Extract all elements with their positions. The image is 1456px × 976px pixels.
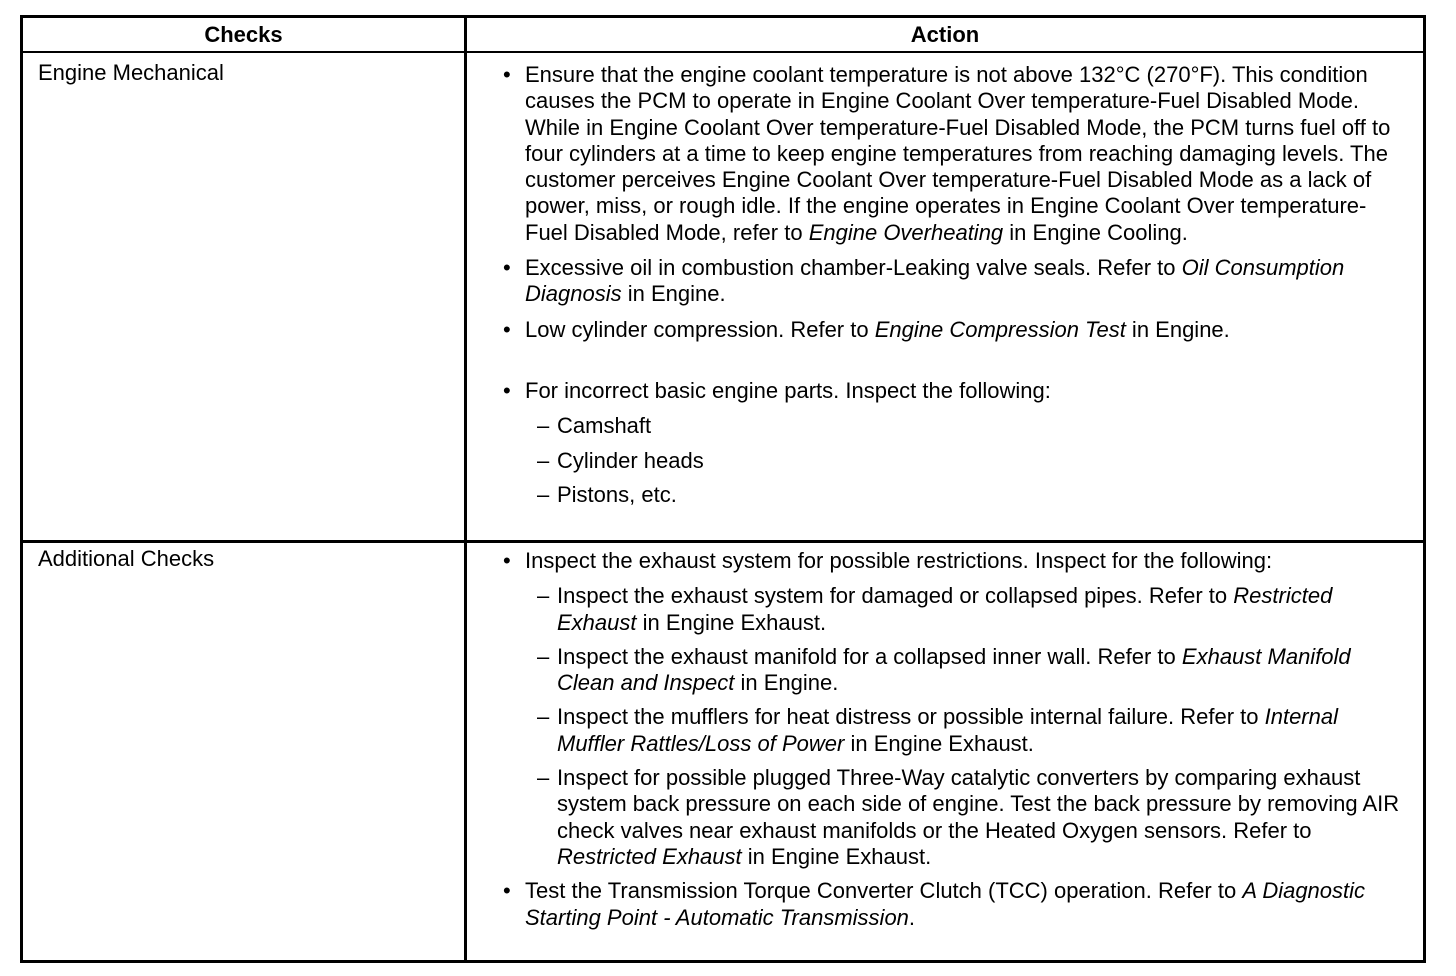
header-divider	[23, 51, 1423, 53]
row-divider	[23, 540, 1423, 543]
list-item: • For incorrect basic engine parts. Inspect the following:	[499, 378, 1404, 404]
sub-list-item: – Pistons, etc.	[499, 482, 1404, 508]
diagnostic-table	[20, 15, 1426, 963]
sub-list-item: – Inspect the exhaust manifold for a collapsed inner wall. Refer to Exhaust Manifold Clean and Inspect in Engine.	[499, 644, 1404, 697]
sub-list-item: – Inspect the exhaust system for damaged or collapsed pipes. Refer to Restricted Exhaust in Engine Exhaust.	[499, 583, 1404, 636]
reference-link: Restricted Exhaust	[557, 843, 742, 869]
list-item: • Low cylinder compression. Refer to Engine Compression Test in Engine.	[499, 317, 1404, 343]
sub-list-item: – Camshaft	[499, 413, 1404, 439]
list-item: • Test the Transmission Torque Converter Clutch (TCC) operation. Refer to A Diagnostic Starting Point - Automatic Transmission.	[499, 878, 1404, 931]
reference-link: A Diagnostic Starting Point - Automatic Transmission	[525, 878, 1366, 930]
check-additional-checks: Additional Checks	[38, 546, 215, 571]
reference-link: Exhaust Manifold Clean and Inspect	[557, 643, 1351, 696]
column-header-action: Action	[910, 22, 980, 47]
column-divider	[464, 18, 467, 960]
column-header-checks: Checks	[204, 22, 283, 47]
action-cell-engine-mechanical	[499, 62, 1404, 516]
reference-link: Oil Consumption Diagnosis	[525, 255, 1345, 307]
sub-list-item: – Inspect the mufflers for heat distress or possible internal failure. Refer to Internal Muffler Rattles/Loss of Power in Engine Exhaust.	[499, 704, 1404, 757]
reference-link: Engine Overheating	[808, 219, 1004, 245]
list-item: • Excessive oil in combustion chamber-Leaking valve seals. Refer to Oil Consumption Diagnosis in Engine.	[499, 255, 1404, 308]
check-engine-mechanical: Engine Mechanical	[38, 60, 224, 85]
action-cell-additional-checks	[499, 548, 1404, 940]
list-item: • Ensure that the engine coolant temperature is not above 132°C (270°F). This condition causes the PCM to operate in Engine Coolant Over temperature-Fuel Disabled Mode. While in Engine Coolant Over temperature-Fuel Disabled Mode, the PCM turns fuel off to four cylinders at a time to keep engine temperatures from reaching damaging levels. The customer perceives Engine Coolant Over temperature-Fuel Disabled Mode as a lack of power, miss, or rough idle. If the engine operates in Engine Coolant Over temperature-Fuel Disabled Mode, refer to Engine Overheating in Engine Cooling.	[499, 62, 1404, 246]
sub-list-item: – Cylinder heads	[499, 448, 1404, 474]
reference-link: Engine Compression Test	[874, 316, 1126, 342]
sub-list-item: – Inspect for possible plugged Three-Way catalytic converters by comparing exhaust system back pressure on each side of engine. Test the back pressure by removing AIR check valves near exhaust manifolds or the Heated Oxygen sensors. Refer to Restricted Exhaust in Engine Exhaust.	[499, 765, 1404, 870]
reference-link: Internal Muffler Rattles/Loss of Power	[557, 704, 1338, 756]
reference-link: Restricted Exhaust	[557, 583, 1333, 635]
list-item: • Inspect the exhaust system for possible restrictions. Inspect for the following:	[499, 548, 1404, 574]
